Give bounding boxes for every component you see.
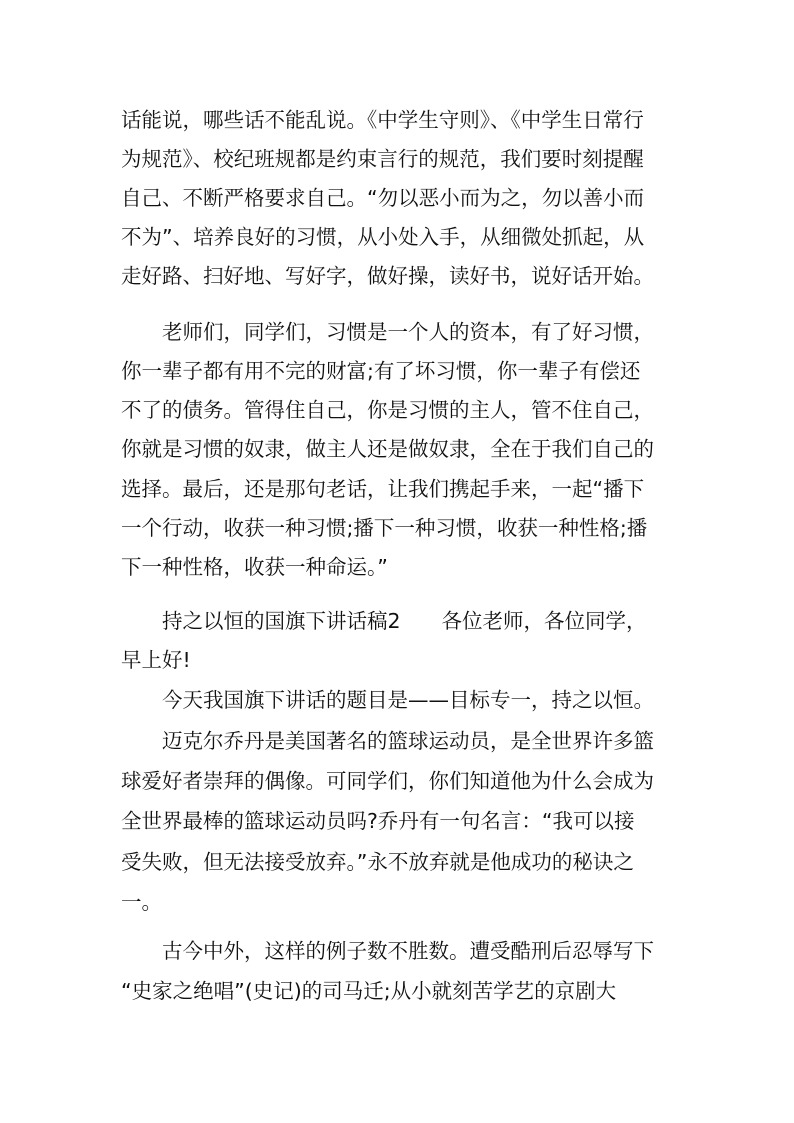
text-line-1: 话能说，哪些话不能乱说。《中学生守则》、《中学生日常行: [121, 108, 644, 132]
text-line-14: 早上好!: [121, 648, 191, 672]
text-line-9: 你就是习惯的奴隶，做主人还是做奴隶，全在于我们自己的: [121, 437, 654, 461]
text-line-19: 受失败，但无法接受放弃。”永不放弃就是他成功的秘诀之: [121, 850, 634, 874]
text-line-20: 一。: [121, 890, 162, 914]
text-line-12: 下一种性格，收获一种命运。”: [121, 555, 388, 579]
text-line-22: “史家之绝唱”(史记)的司马迁;从小就刻苦学艺的京剧大: [121, 979, 617, 1003]
text-line-15: 今天我国旗下讲话的题目是——目标专一，持之以恒。: [162, 688, 654, 712]
text-line-17: 球爱好者崇拜的偶像。可同学们，你们知道他为什么会成为: [121, 769, 654, 793]
text-line-21: 古今中外，这样的例子数不胜数。遭受酷刑后忍辱写下: [162, 939, 654, 963]
text-line-18: 全世界最棒的篮球运动员吗?乔丹有一句名言：“我可以接: [121, 809, 635, 833]
section-heading-line: 持之以恒的国旗下讲话稿2 各位老师，各位同学，: [162, 609, 647, 633]
text-line-4: 不为”、培养良好的习惯，从小处入手，从细微处抓起，从: [121, 225, 645, 249]
text-line-11: 一个行动，收获一种习惯;播下一种习惯，收获一种性格;播: [121, 516, 648, 540]
text-line-10: 选择。最后，还是那句老话，让我们携起手来，一起“播下: [121, 477, 645, 501]
text-line-3: 自己、不断严格要求自己。“勿以恶小而为之，勿以善小而: [121, 186, 645, 210]
text-line-5: 走好路、扫好地、写好字，做好操，读好书，说好话开始。: [121, 264, 654, 288]
text-line-8: 不了的债务。管得住自己，你是习惯的主人，管不住自己，: [121, 398, 654, 422]
text-line-2: 为规范》、校纪班规都是约束言行的规范，我们要时刻提醒: [121, 147, 644, 171]
text-line-16: 迈克尔乔丹是美国著名的篮球运动员，是全世界许多篮: [162, 729, 654, 753]
text-line-6: 老师们，同学们，习惯是一个人的资本，有了好习惯，: [162, 320, 654, 344]
text-line-7: 你一辈子都有用不完的财富;有了坏习惯，你一辈子有偿还: [121, 359, 641, 383]
